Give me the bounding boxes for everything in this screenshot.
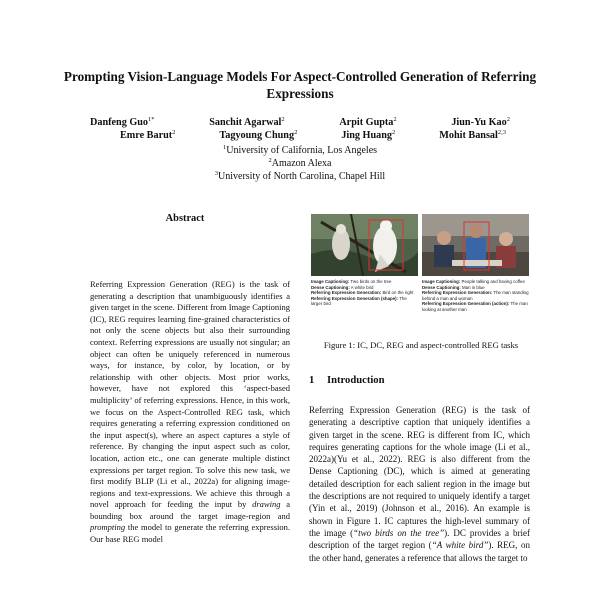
figure-caption: Figure 1: IC, DC, REG and aspect-controlled REG tasks — [323, 340, 519, 350]
figure-line: Image Captioning: People talking and having coffee — [422, 279, 525, 284]
affiliations — [150, 144, 450, 183]
affiliation: $^1$University of California, Los Angeles — [222, 144, 378, 156]
abstract-heading: Abstract — [165, 213, 205, 224]
figure-line: Dense Captioning: Man in blue — [422, 284, 485, 290]
figure-panel-birds-text — [311, 279, 418, 307]
author: Danfeng Guo$^{1*}$ — [90, 116, 155, 128]
author: Emre Barut$^2$ — [120, 129, 176, 141]
affiliation: $^3$University of North Carolina, Chapel Hill — [214, 170, 386, 182]
section-heading — [309, 375, 529, 386]
author-row-2 — [90, 129, 510, 142]
figure-line: Referring Expression Generation: Bird on the right — [311, 290, 414, 296]
figure-line: Referring Expression Generation: The man standing behind a man and woman — [422, 290, 529, 301]
introduction-text: Referring Expression Generation (REG) is the task of generating a descriptive caption that uniquely identifies a given target in the scene. REG is different from IC, which requires generating captions for the whole image (Li et al., 2022a)(Yu et al., 2022). REG is also different from the Dense Captioning (DC), which is aimed at generating detailed description for each salient region in the image but the descriptions are not required to uniquely identify a target (Yin et al., 2019) (Johnson et al., 2016). An example is shown in Figure 1. IC captures the high-level summary of the image (“two birds on the tree”). DC provides a brief description of the target region (“A white bird”). REG, on the other hand, generates a reference that allows the target to — [309, 405, 531, 563]
figure-line: Dense Captioning: A white bird — [311, 284, 374, 290]
paper-title: Prompting Vision-Language Models For Aspect-Controlled Generation of Referring Expressions — [63, 69, 537, 101]
affiliation: $^2$Amazon Alexa — [268, 157, 332, 169]
author-list — [90, 116, 510, 142]
author: Mohit Bansal$^{2,3}$ — [439, 129, 506, 141]
author: Tagyoung Chung$^2$ — [219, 129, 298, 141]
figure-line: Referring Expression Generation (action): The man looking at another man — [422, 301, 528, 312]
section-number: 1 — [309, 375, 315, 386]
author-row-1 — [90, 116, 510, 129]
section-title: Introduction — [327, 375, 385, 386]
figure-panel-birds — [311, 214, 418, 326]
figure-panel-people-text — [422, 279, 529, 313]
author: Jing Huang$^2$ — [341, 129, 396, 141]
figure-panel-people — [422, 214, 529, 326]
figure-line: Image Captioning: Two birds on the tree — [311, 279, 392, 284]
abstract-text: Referring Expression Generation (REG) is the task of generating a description that unambiguously identifies a given target in the scene. Different from Image Captioning (IC), REG requires learning fine-grained characteristics of not only the scene objects but also their surrounding context. Referring expressions are usually not singular; an object can often be uniquely referenced in numerous ways, for instance, by color, by location, or by relationship with other objects. Most prior works, however, have not explored this ‘aspect-based multiplicity’ of referring expressions. Hence, in this work, we focus on the Aspect-Controlled REG task, which requires generating a referring expression conditioned on the input aspect(s), where an aspect captures a style of reference. By changing the input aspect such as color, location, action etc., one can generate multiple distinct expressions per target region. To solve this new task, we first modify BLIP (Li et al., 2022a) for aligning image-regions and text-expressions. We achieve this through a novel approach for feeding the input by drawing a bounding box around the target image-region and prompting the model to generate the referring expression. Our base REG model — [90, 279, 290, 545]
author: Arpit Gupta$^2$ — [339, 116, 397, 128]
figure-line: Referring Expression Generation (shape): The larger bird — [311, 295, 407, 307]
author: Sanchit Agarwal$^2$ — [209, 116, 285, 128]
birds-photo — [311, 214, 418, 276]
people-photo — [422, 214, 529, 276]
author: Jiun-Yu Kao$^2$ — [451, 116, 510, 128]
figure-1 — [311, 214, 529, 326]
